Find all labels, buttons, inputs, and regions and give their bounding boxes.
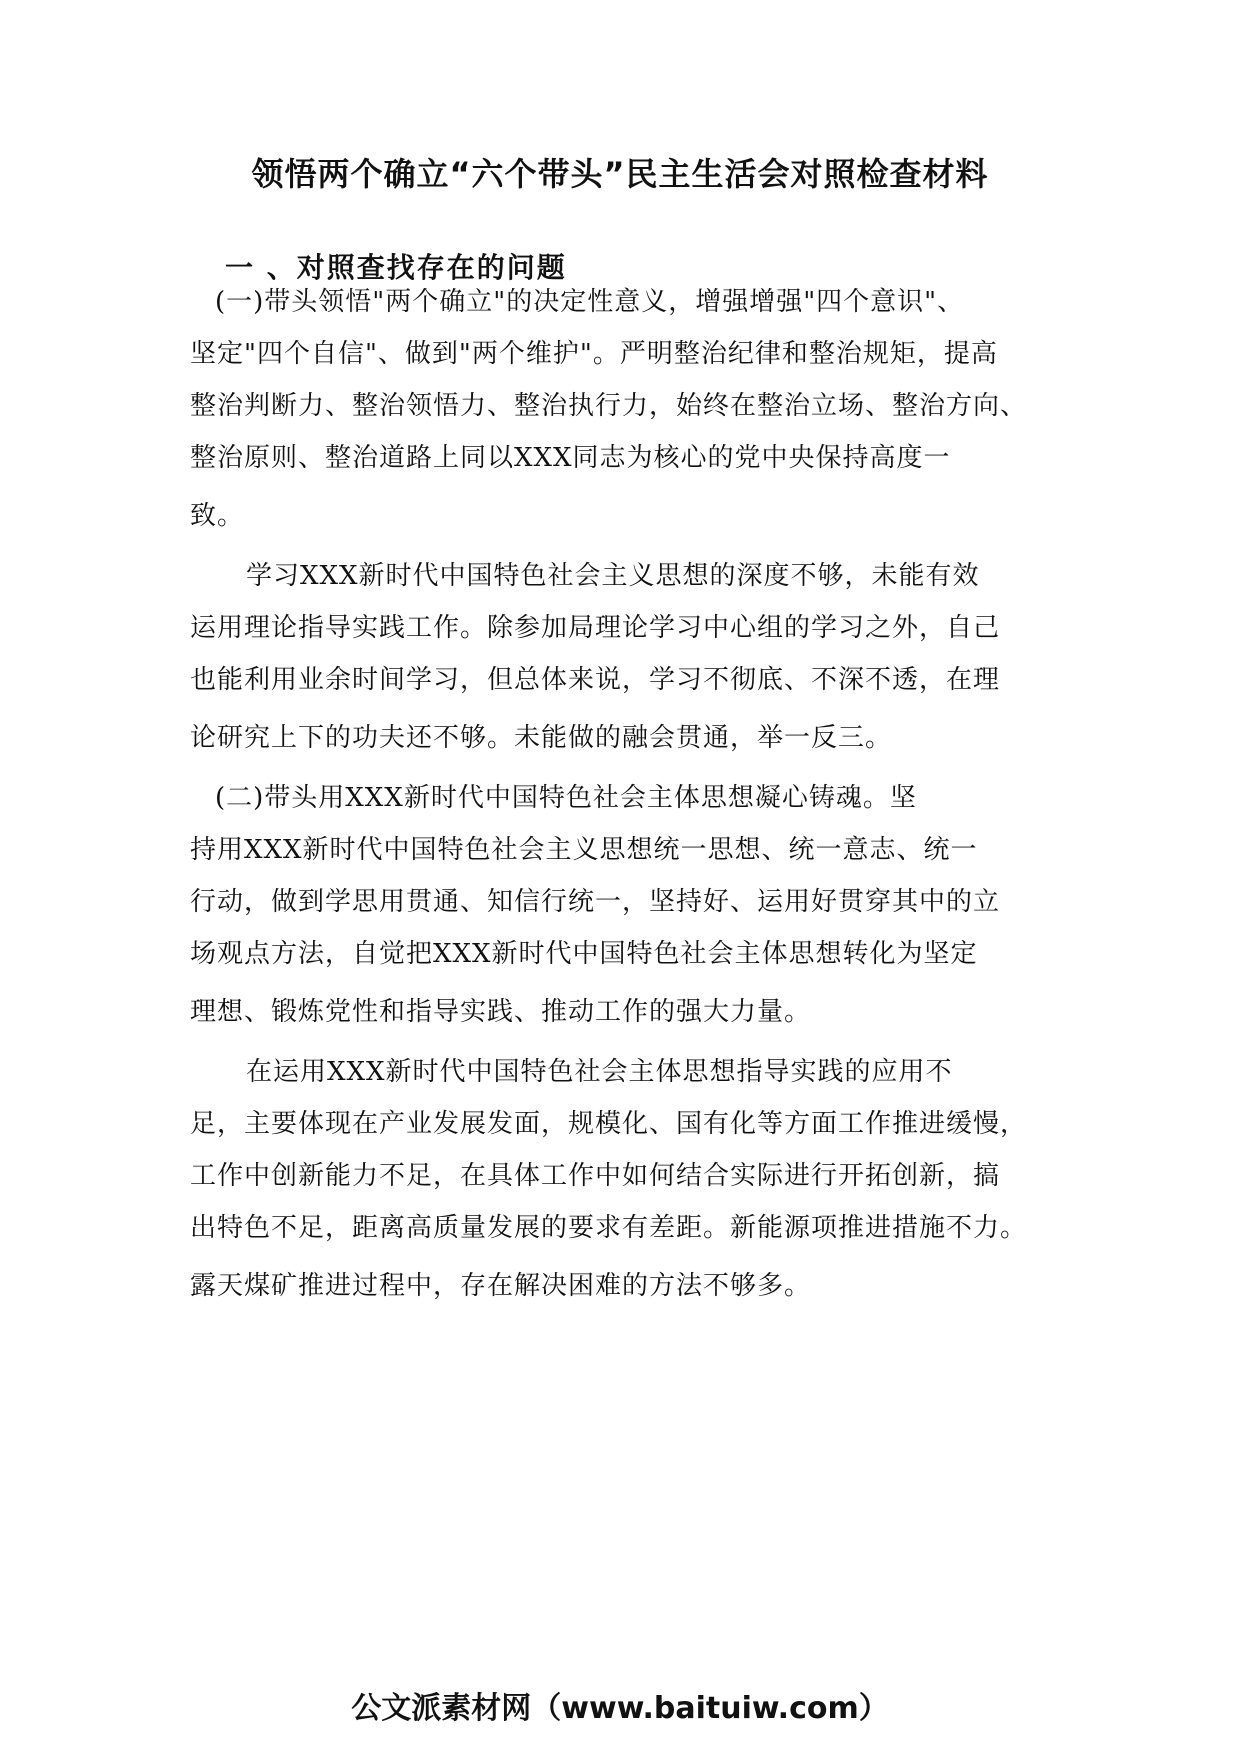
body-line: (一)带头领悟"两个确立"的决定性意义，增强增强"四个意识"、 [215, 287, 965, 317]
body-line: 运用理论指导实践工作。除参加局理论学习中心组的学习之外，自己 [190, 613, 1001, 643]
document-title: 领悟两个确立“六个带头”民主生活会对照检查材料 [251, 155, 989, 193]
body-line: 理想、锻炼党性和指导实践、推动工作的强大力量。 [190, 997, 812, 1027]
body-line: 整治判断力、整治领悟力、整治执行力，始终在整治立场、整治方向、 [190, 391, 1028, 421]
body-line: 学习XXX新时代中国特色社会主义思想的深度不够，未能有效 [246, 561, 980, 591]
body-line: 出特色不足，距离高质量发展的要求有差距。新能源项推进措施不力。 [190, 1213, 1028, 1243]
body-line: 坚定"四个自信"、做到"两个维护"。严明整治纪律和整治规矩，提高 [190, 339, 998, 369]
body-line: 露天煤矿推进过程中，存在解决困难的方法不够多。 [190, 1271, 812, 1301]
body-line: (二)带头用XXX新时代中国特色社会主体思想凝心铸魂。坚 [215, 783, 917, 813]
body-line: 持用XXX新时代中国特色社会主义思想统一思想、统一意志、统一 [190, 835, 978, 865]
body-line: 致。 [190, 501, 245, 531]
body-line: 整治原则、整治道路上同以XXX同志为核心的党中央保持高度一 [190, 443, 951, 473]
body-line: 工作中创新能力不足，在具体工作中如何结合实际进行开拓创新，搞 [190, 1161, 1001, 1191]
footer-watermark: 公文派素材网（www.baituiw.com） [351, 1691, 889, 1726]
body-line: 场观点方法，自觉把XXX新时代中国特色社会主体思想转化为坚定 [190, 939, 978, 969]
section-heading: 一 、对照查找存在的问题 [225, 251, 567, 284]
body-line: 行动，做到学思用贯通、知信行统一，坚持好、运用好贯穿其中的立 [190, 887, 1001, 917]
body-line: 在运用XXX新时代中国特色社会主体思想指导实践的应用不 [246, 1057, 953, 1087]
body-line: 论研究上下的功夫还不够。未能做的融会贯通，举一反三。 [190, 723, 893, 753]
body-line: 也能利用业余时间学习，但总体来说，学习不彻底、不深不透，在理 [190, 665, 1001, 695]
body-line: 足，主要体现在产业发展发面，规模化、国有化等方面工作推进缓慢， [190, 1109, 1028, 1139]
